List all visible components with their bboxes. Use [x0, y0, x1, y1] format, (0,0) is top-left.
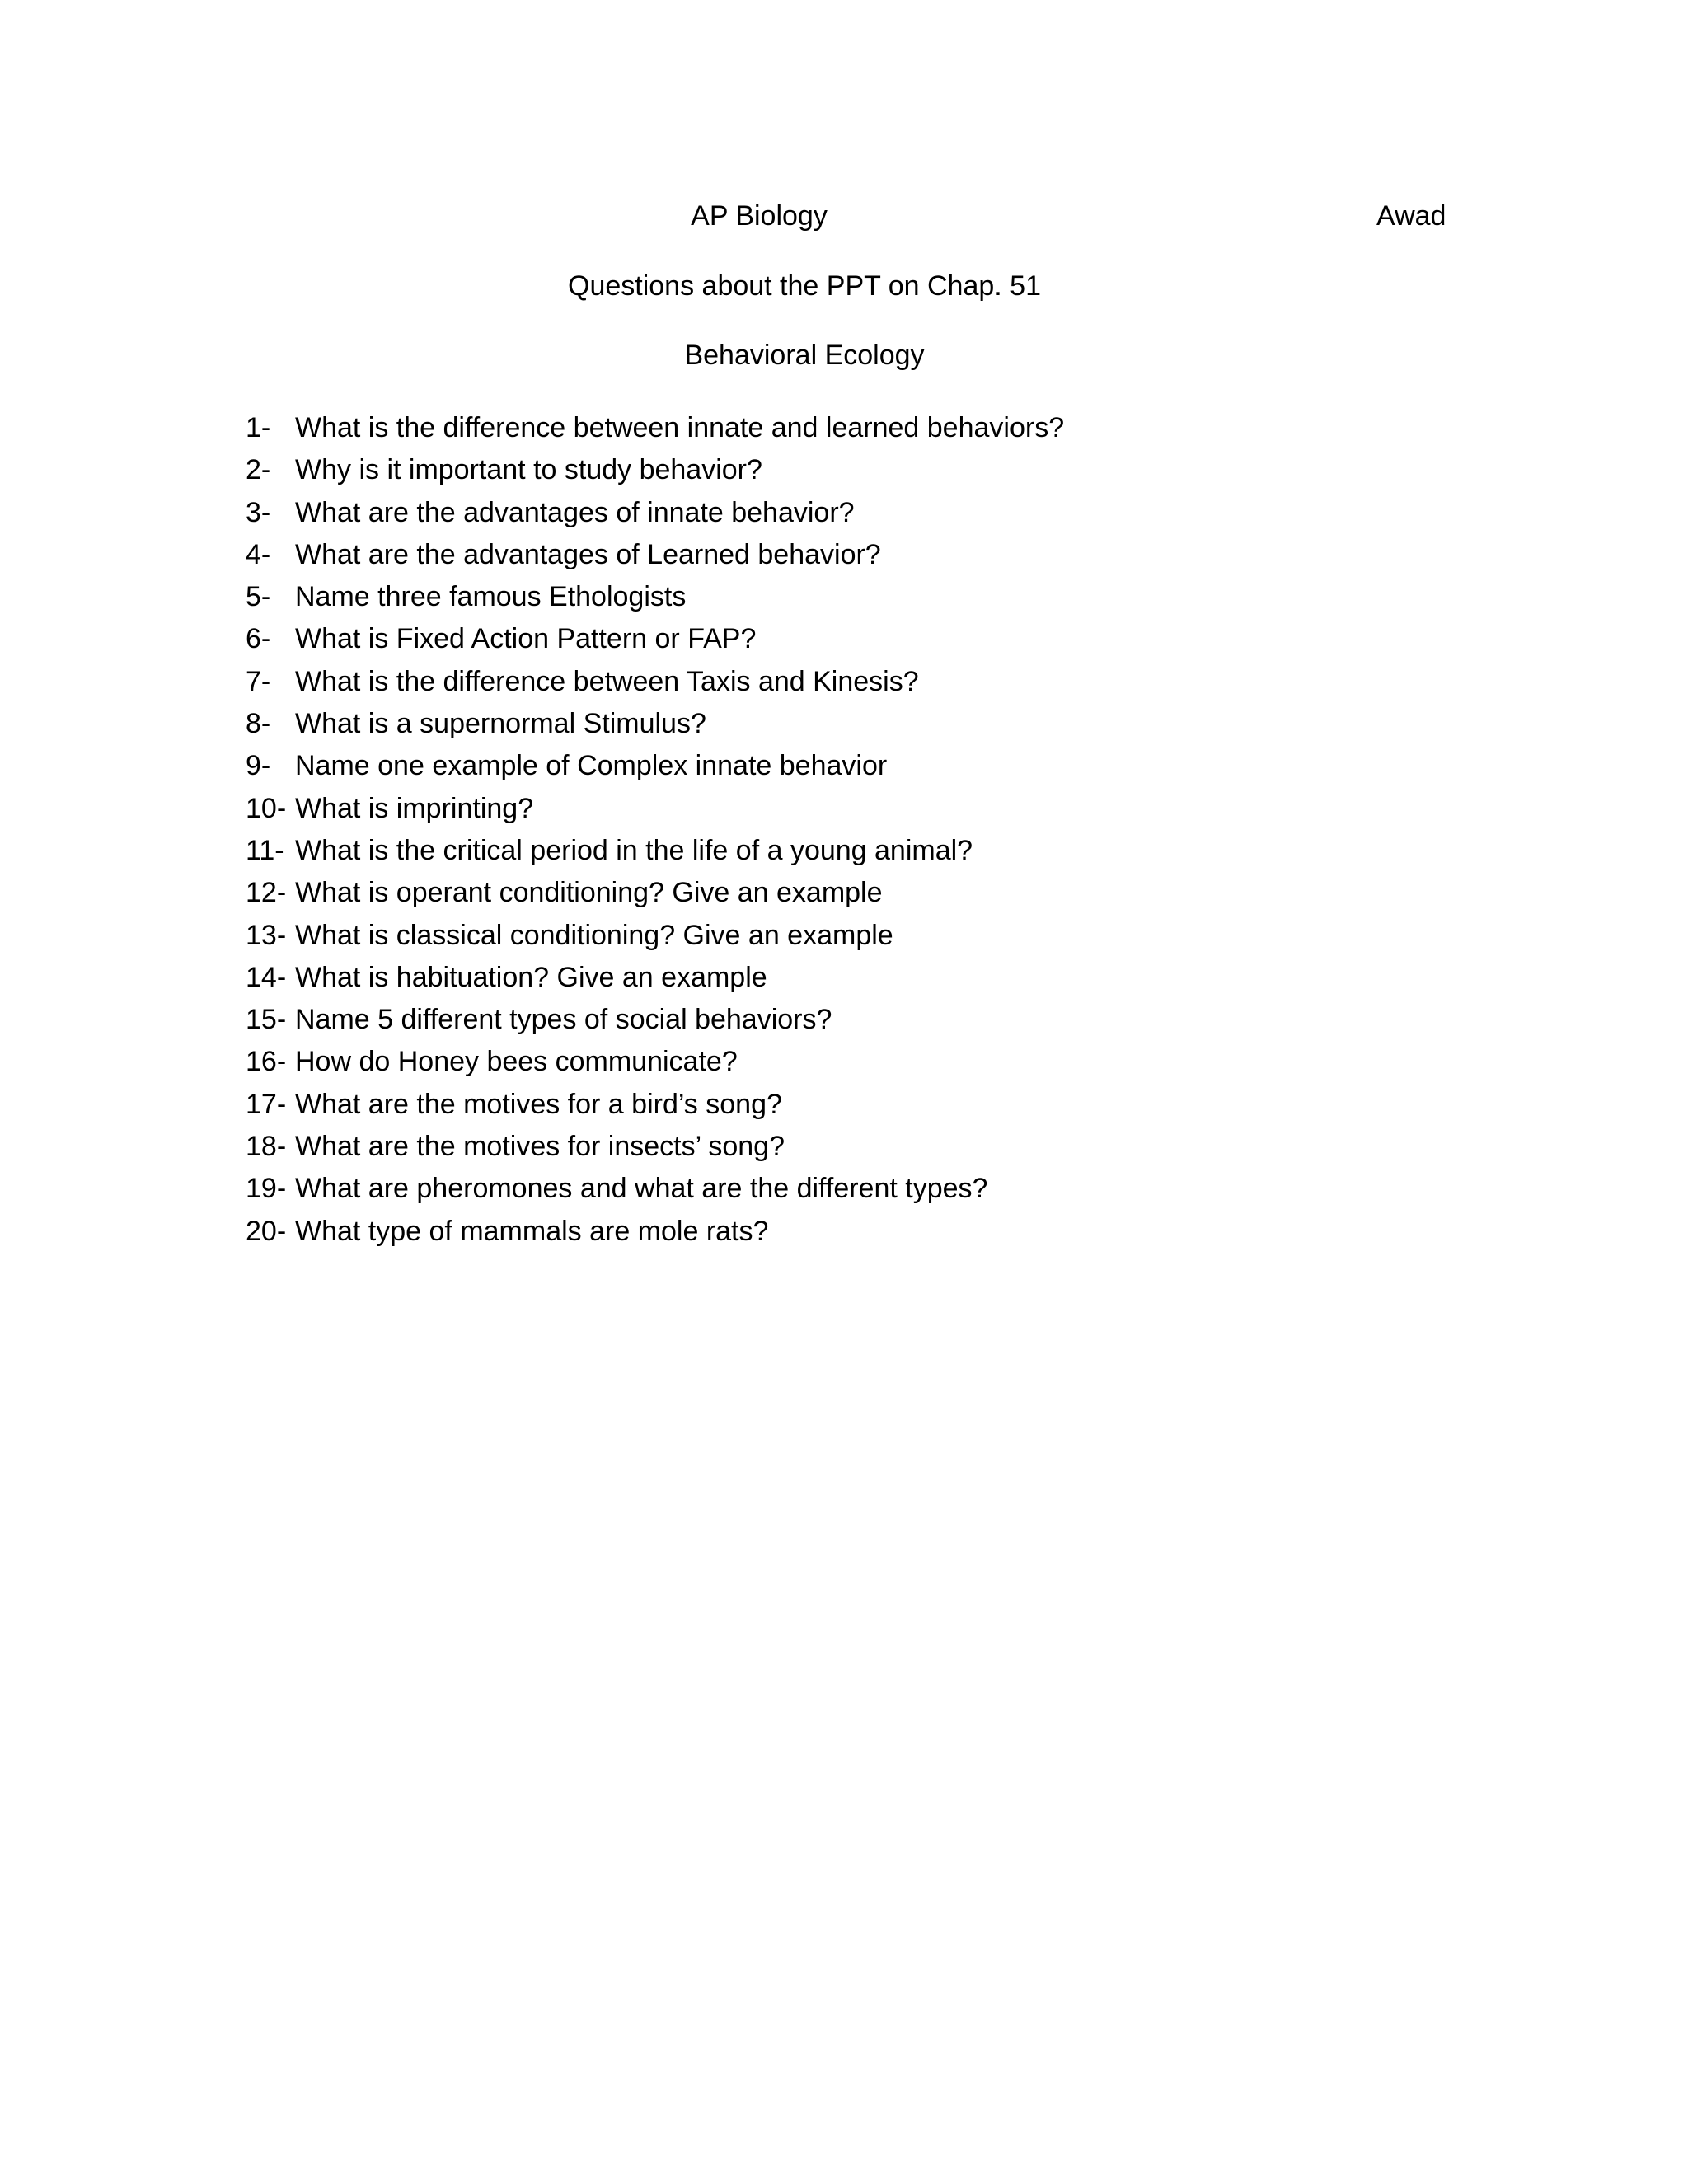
question-item	[246, 1126, 1064, 1168]
question-item	[246, 492, 1064, 534]
course-title: AP Biology	[691, 200, 828, 232]
question-item	[246, 1041, 1064, 1083]
question-number: 3-	[246, 496, 271, 528]
question-number: 6-	[246, 623, 271, 655]
question-item	[246, 661, 1064, 703]
question-number: 4-	[246, 538, 271, 570]
question-item	[246, 872, 1064, 914]
question-text: What are pheromones and what are the different types?	[295, 1173, 988, 1205]
question-item	[246, 703, 1064, 745]
question-text: What is operant conditioning? Give an example	[295, 877, 883, 909]
question-text: What are the advantages of innate behavior?	[295, 496, 855, 528]
question-number: 18-	[246, 1131, 287, 1163]
question-item	[246, 915, 1064, 957]
question-number: 10-	[246, 792, 287, 824]
question-item	[246, 1211, 1064, 1253]
question-item	[246, 1084, 1064, 1126]
question-number: 13-	[246, 919, 287, 951]
question-text: Name one example of Complex innate behavior	[295, 750, 888, 782]
question-number: 14-	[246, 961, 287, 993]
question-number: 11-	[246, 834, 284, 866]
question-item	[246, 407, 1064, 449]
question-text: Why is it important to study behavior?	[295, 454, 762, 486]
question-text: What type of mammals are mole rats?	[295, 1215, 769, 1247]
question-item	[246, 957, 1064, 999]
question-text: What is Fixed Action Pattern or FAP?	[295, 623, 757, 655]
question-text: What are the motives for insects’ song?	[295, 1131, 785, 1163]
question-number: 8-	[246, 708, 271, 740]
question-item	[246, 618, 1064, 660]
question-number: 2-	[246, 454, 271, 486]
question-text: What are the motives for a bird’s song?	[295, 1088, 782, 1120]
question-number: 5-	[246, 581, 271, 613]
question-item	[246, 745, 1064, 787]
question-number: 7-	[246, 665, 271, 697]
question-text: What is the difference between innate and learned behaviors?	[295, 412, 1065, 443]
question-item	[246, 576, 1064, 618]
question-text: Name 5 different types of social behaviors?	[295, 1004, 832, 1036]
question-text: What is a supernormal Stimulus?	[295, 708, 706, 740]
question-number: 19-	[246, 1173, 287, 1205]
document-subtitle: Questions about the PPT on Chap. 51	[568, 270, 1041, 302]
question-number: 16-	[246, 1046, 287, 1078]
question-text: What is the critical period in the life of a young animal?	[295, 834, 973, 866]
question-number: 12-	[246, 877, 287, 909]
document-topic: Behavioral Ecology	[684, 340, 925, 371]
question-item	[246, 999, 1064, 1041]
question-text: What is classical conditioning? Give an example	[295, 919, 893, 951]
question-item	[246, 1168, 1064, 1210]
question-number: 20-	[246, 1215, 287, 1247]
question-list	[246, 407, 1064, 1253]
question-text: What is the difference between Taxis and Kinesis?	[295, 665, 919, 697]
question-text: What is habituation? Give an example	[295, 961, 767, 993]
question-number: 9-	[246, 750, 271, 782]
question-text: What is imprinting?	[295, 792, 534, 824]
question-item	[246, 534, 1064, 576]
question-number: 1-	[246, 412, 271, 443]
question-text: Name three famous Ethologists	[295, 581, 687, 613]
question-text: What are the advantages of Learned behavior?	[295, 538, 881, 570]
question-number: 15-	[246, 1004, 287, 1036]
question-text: How do Honey bees communicate?	[295, 1046, 738, 1078]
question-number: 17-	[246, 1088, 287, 1120]
question-item	[246, 788, 1064, 830]
teacher-name: Awad	[1376, 200, 1447, 232]
question-item	[246, 830, 1064, 872]
question-item	[246, 449, 1064, 491]
